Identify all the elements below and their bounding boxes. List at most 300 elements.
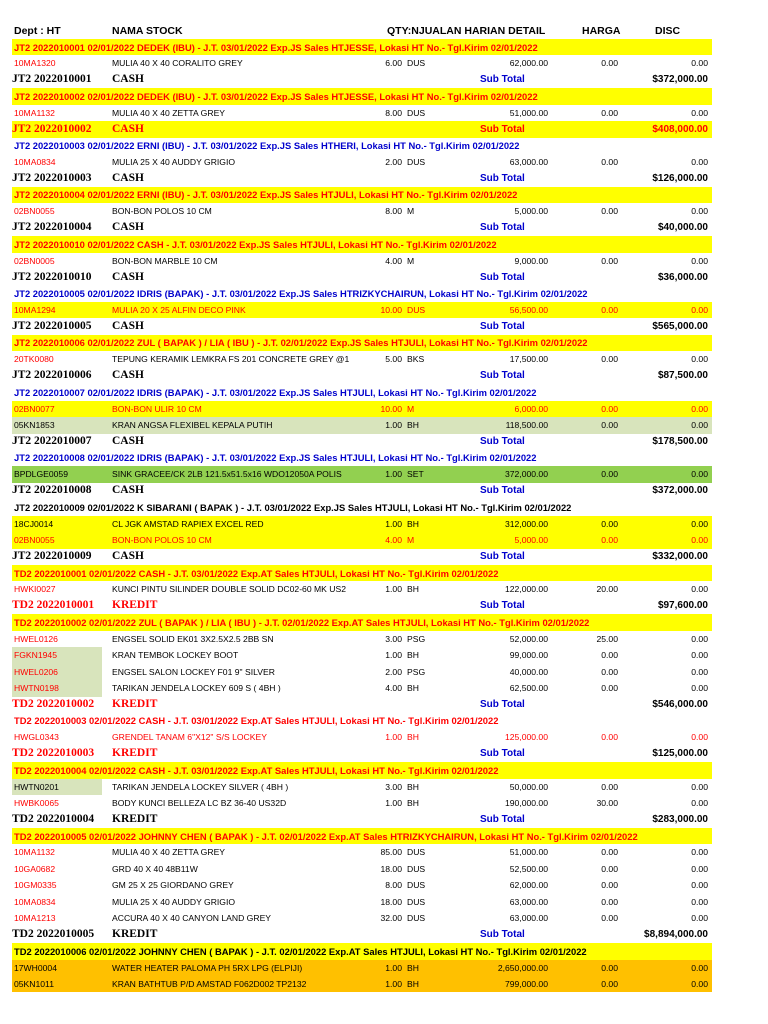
subtotal-amount: $178,500.00 (652, 436, 708, 447)
item-qty: 1.00 (385, 962, 402, 973)
item-total: 0.00 (691, 420, 708, 431)
group-header-text: JT2 2022010004 02/01/2022 ERNI (IBU) - J.T. 03/01/2022 Exp.JS Sales HTJULI, Lokasi HT No.- Tgl.Kirim 02/01/2022 (14, 189, 518, 201)
item-code: HWTN0201 (14, 781, 59, 792)
item-name: KRAN ANGSA FLEXIBEL KEPALA PUTIH (112, 420, 273, 431)
item-disc: 0.00 (601, 962, 618, 973)
item-qty: 18.00 (380, 863, 402, 874)
subtotal-row (12, 269, 712, 285)
item-disc: 0.00 (601, 206, 618, 217)
item-unit: DUS (407, 58, 426, 69)
item-price: 312,000.00 (504, 518, 548, 529)
table-row (12, 877, 712, 893)
item-name: BON-BON ULIR 10 CM (112, 403, 202, 414)
subtotal-invoice-no: JT2 2022010008 (12, 484, 92, 497)
item-name: MULIA 40 X 40 ZETTA GREY (112, 107, 226, 118)
item-price: 52,000.00 (509, 633, 548, 644)
item-qty: 85.00 (380, 847, 402, 858)
item-unit: BH (407, 518, 419, 529)
payment-type: CASH (112, 172, 144, 184)
subtotal-invoice-no: TD2 2022010003 (12, 747, 95, 760)
item-unit: DUS (407, 107, 426, 118)
subtotal-label: Sub Total (480, 436, 525, 447)
table-row (12, 203, 712, 219)
item-disc: 0.00 (601, 650, 618, 661)
item-qty: 4.00 (385, 255, 402, 266)
subtotal-row (12, 121, 712, 137)
subtotal-row (12, 483, 712, 499)
item-code: 20TK0080 (14, 354, 54, 365)
item-price: 56,500.00 (509, 305, 548, 315)
item-code: 10MA1132 (14, 107, 55, 118)
subtotal-row (12, 812, 712, 828)
header-nama-stock: NAMA STOCK (112, 25, 183, 37)
item-qty: 5.00 (385, 354, 402, 365)
item-unit: DUS (407, 880, 426, 891)
item-name: ENGSEL SALON LOCKEY F01 9" SILVER (112, 666, 275, 677)
item-unit: SET (407, 469, 424, 480)
subtotal-row (12, 697, 712, 713)
table-row (12, 154, 712, 170)
item-disc: 0.00 (601, 863, 618, 874)
payment-type: KREDIT (112, 928, 158, 941)
table-row (12, 647, 712, 663)
subtotal-amount: $40,000.00 (657, 222, 708, 234)
item-qty: 2.00 (385, 157, 402, 168)
item-price: 122,000.00 (504, 584, 548, 595)
invoice-group-header (12, 943, 712, 959)
subtotal-amount: $8,894,000.00 (644, 929, 708, 941)
table-row (12, 779, 712, 795)
subtotal-invoice-no: JT2 2022010004 (12, 221, 92, 234)
table-row (12, 844, 712, 860)
item-total: 0.00 (691, 107, 708, 118)
item-qty: 18.00 (380, 896, 402, 907)
subtotal-invoice-no: JT2 2022010006 (12, 369, 92, 382)
table-row (12, 302, 712, 318)
table-row (12, 516, 712, 532)
item-unit: PSG (407, 666, 426, 677)
subtotal-label: Sub Total (480, 814, 525, 826)
group-header-text: TD2 2022010002 02/01/2022 ZUL ( BAPAK ) / LIA ( IBU ) - J.T. 02/01/2022 Exp.AT Sales HTJULI, Lokasi HT No.- Tgl.Kirim 02/01/2022 (14, 616, 590, 628)
subtotal-invoice-no: JT2 2022010007 (12, 435, 92, 447)
item-unit: DUS (407, 847, 426, 858)
item-name: MULIA 25 X 40 AUDDY GRIGIO (112, 157, 236, 168)
item-qty: 8.00 (385, 206, 402, 217)
subtotal-row (12, 318, 712, 334)
item-qty: 1.00 (385, 420, 402, 431)
item-disc: 0.00 (601, 847, 618, 858)
subtotal-label: Sub Total (480, 320, 525, 332)
item-name: MULIA 40 X 40 CORALITO GREY (112, 58, 243, 69)
item-price: 118,500.00 (505, 420, 548, 431)
item-name: BODY KUNCI BELLEZA LC BZ 36-40 US32D (112, 798, 287, 809)
item-disc: 0.00 (601, 535, 618, 546)
table-row (12, 910, 712, 926)
item-total: 0.00 (691, 354, 708, 365)
item-unit: BH (407, 683, 419, 694)
item-name: GM 25 X 25 GIORDANO GREY (112, 880, 234, 891)
item-name: BON-BON POLOS 10 CM (112, 535, 212, 546)
item-disc: 0.00 (601, 354, 618, 365)
table-row (12, 417, 712, 433)
subtotal-row (12, 368, 712, 384)
item-price: 63,000.00 (509, 157, 548, 168)
item-disc: 0.00 (601, 469, 618, 480)
item-name: MULIA 40 X 40 ZETTA GREY (112, 847, 226, 858)
item-unit: M (407, 403, 415, 414)
item-total: 0.00 (691, 255, 708, 266)
table-row (12, 401, 712, 417)
item-code: 02BN0055 (14, 535, 55, 546)
item-disc: 0.00 (601, 781, 618, 792)
item-name: TARIKAN JENDELA LOCKEY SILVER ( 4BH ) (112, 781, 289, 792)
invoice-group-header (12, 499, 712, 515)
item-price: 51,000.00 (509, 107, 548, 118)
subtotal-row (12, 549, 712, 565)
item-total: 0.00 (691, 798, 708, 809)
payment-type: CASH (112, 270, 144, 283)
item-price: 2,650,000.00 (497, 962, 548, 973)
item-total: 0.00 (691, 58, 708, 69)
item-name: WATER HEATER PALOMA PH 5RX LPG (ELPIJI) (112, 962, 303, 973)
group-header-text: JT2 2022010009 02/01/2022 K SIBARANI ( BAPAK ) - J.T. 03/01/2022 Exp.JS Sales HTJULI, Lokasi HT No.- Tgl.Kirim 02/01/2022 (14, 501, 572, 513)
subtotal-label: Sub Total (480, 271, 525, 283)
item-disc: 0.00 (601, 305, 618, 315)
subtotal-amount: $125,000.00 (652, 748, 708, 760)
item-price: 799,000.00 (504, 978, 548, 989)
subtotal-label: Sub Total (480, 173, 525, 184)
item-name: MULIA 20 X 25 ALFIN DECO PINK (112, 305, 246, 315)
item-unit: BH (407, 732, 419, 743)
item-code: 05KN1853 (14, 420, 55, 431)
item-qty: 1.00 (385, 469, 402, 480)
header-harga: HARGA (582, 25, 621, 37)
subtotal-label: Sub Total (480, 748, 525, 760)
invoice-group-header (12, 187, 712, 203)
payment-type: CASH (112, 435, 144, 447)
invoice-group-header (12, 762, 712, 778)
group-header-text: TD2 2022010005 02/01/2022 JOHNNY CHEN ( BAPAK ) - J.T. 02/01/2022 Exp.AT Sales HTRIZKYCHAIRUN, Lokasi HT No.- Tgl.Kirim 02/01/2022 (14, 830, 638, 842)
payment-type: KREDIT (112, 698, 158, 710)
invoice-group-header (12, 39, 712, 55)
item-price: 51,000.00 (509, 847, 548, 858)
item-code: 05KN1011 (14, 978, 54, 989)
item-code: HWGL0343 (14, 732, 59, 743)
item-price: 63,000.00 (509, 913, 548, 924)
subtotal-amount: $283,000.00 (652, 814, 708, 826)
item-price: 5,000.00 (514, 535, 548, 546)
invoice-group-header (12, 138, 712, 154)
item-total: 0.00 (691, 863, 708, 874)
item-code: BPDLGE0059 (14, 469, 68, 480)
item-total: 0.00 (691, 962, 708, 973)
item-code: 17WH0004 (14, 962, 57, 973)
subtotal-row (12, 927, 712, 943)
item-price: 52,500.00 (509, 863, 548, 874)
item-unit: BH (407, 650, 419, 661)
subtotal-row (12, 434, 712, 450)
item-name: KRAN TEMBOK LOCKEY BOOT (112, 650, 239, 661)
subtotal-amount: $126,000.00 (652, 173, 708, 184)
item-qty: 1.00 (385, 798, 402, 809)
item-name: TEPUNG KERAMIK LEMKRA FS 201 CONCRETE GREY @1 (112, 354, 350, 365)
subtotal-row (12, 171, 712, 187)
item-code: 10GA0682 (14, 863, 56, 874)
subtotal-amount: $546,000.00 (652, 699, 708, 710)
payment-type: CASH (112, 369, 144, 382)
subtotal-label: Sub Total (480, 551, 525, 563)
item-disc: 0.00 (601, 403, 618, 414)
subtotal-invoice-no: TD2 2022010005 (12, 928, 95, 941)
table-row (12, 729, 712, 745)
item-total: 0.00 (691, 305, 708, 315)
item-name: CL JGK AMSTAD RAPIEX EXCEL RED (112, 518, 264, 529)
item-disc: 0.00 (601, 58, 618, 69)
subtotal-row (12, 598, 712, 614)
item-total: 0.00 (691, 206, 708, 217)
item-total: 0.00 (691, 584, 708, 595)
subtotal-label: Sub Total (480, 123, 525, 135)
invoice-group-header (12, 286, 712, 302)
item-disc: 0.00 (601, 255, 618, 266)
column-header (0, 20, 768, 40)
invoice-group-header (12, 828, 712, 844)
table-row (12, 680, 712, 696)
group-header-text: JT2 2022010003 02/01/2022 ERNI (IBU) - J.T. 03/01/2022 Exp.JS Sales HTHERI, Lokasi HT No.- Tgl.Kirim 02/01/2022 (14, 140, 520, 152)
item-code: HWTN0198 (14, 683, 59, 694)
group-header-text: JT2 2022010007 02/01/2022 IDRIS (BAPAK) - J.T. 03/01/2022 Exp.JS Sales HTJULI, Lokasi HT No.- Tgl.Kirim 02/01/2022 (14, 386, 537, 398)
group-header-text: JT2 2022010002 02/01/2022 DEDEK (IBU) - J.T. 03/01/2022 Exp.JS Sales HTJESSE, Lokasi HT No.- Tgl.Kirim 02/01/2022 (14, 90, 538, 102)
item-disc: 20.00 (596, 584, 618, 595)
group-header-text: JT2 2022010008 02/01/2022 IDRIS (BAPAK) - J.T. 03/01/2022 Exp.JS Sales HTJULI, Lokasi HT No.- Tgl.Kirim 02/01/2022 (14, 452, 537, 464)
subtotal-invoice-no: JT2 2022010003 (12, 172, 92, 184)
subtotal-row (12, 746, 712, 762)
subtotal-row (12, 220, 712, 236)
item-code: 10MA1320 (14, 58, 56, 69)
item-qty: 8.00 (385, 107, 402, 118)
subtotal-invoice-no: TD2 2022010002 (12, 698, 95, 710)
payment-type: CASH (112, 550, 144, 563)
subtotal-amount: $565,000.00 (652, 320, 708, 332)
payment-type: KREDIT (112, 599, 158, 612)
subtotal-invoice-no: TD2 2022010001 (12, 599, 95, 612)
table-row (12, 351, 712, 367)
table-row (12, 532, 712, 548)
item-price: 5,000.00 (514, 206, 548, 217)
table-row (12, 795, 712, 811)
item-unit: DUS (407, 863, 426, 874)
payment-type: CASH (112, 73, 144, 86)
subtotal-label: Sub Total (480, 370, 525, 382)
item-price: 40,000.00 (509, 666, 548, 677)
item-qty: 8.00 (385, 880, 402, 891)
item-price: 99,000.00 (509, 650, 548, 661)
item-total: 0.00 (691, 781, 708, 792)
item-total: 0.00 (691, 880, 708, 891)
table-row (12, 664, 712, 680)
table-row (12, 960, 712, 976)
item-code: 10MA1132 (14, 847, 55, 858)
invoice-group-header (12, 384, 712, 400)
item-total: 0.00 (691, 650, 708, 661)
item-total: 0.00 (691, 896, 708, 907)
item-unit: BH (407, 978, 419, 989)
subtotal-label: Sub Total (480, 222, 525, 234)
invoice-group-header (12, 236, 712, 252)
payment-type: CASH (112, 122, 144, 135)
invoice-group-header (12, 565, 712, 581)
item-price: 6,000.00 (514, 403, 548, 414)
group-header-text: TD2 2022010004 02/01/2022 CASH - J.T. 03/01/2022 Exp.AT Sales HTJULI, Lokasi HT No.- Tgl.Kirim 02/01/2022 (14, 764, 499, 776)
item-code: 10MA1213 (14, 913, 56, 924)
subtotal-amount: $97,600.00 (657, 600, 708, 612)
payment-type: CASH (112, 319, 144, 332)
subtotal-label: Sub Total (480, 74, 525, 86)
item-price: 62,000.00 (509, 58, 548, 69)
payment-type: CASH (112, 221, 144, 234)
item-code: 02BN0055 (14, 206, 55, 217)
item-price: 190,000.00 (504, 798, 548, 809)
item-total: 0.00 (691, 633, 708, 644)
item-code: 10MA0834 (14, 157, 56, 168)
item-name: SINK GRACEE/CK 2LB 121.5x51.5x16 WDO12050A POLIS (112, 469, 342, 480)
subtotal-invoice-no: JT2 2022010009 (12, 550, 92, 563)
item-price: 63,000.00 (509, 896, 548, 907)
sales-detail-rows (12, 39, 712, 992)
subtotal-invoice-no: JT2 2022010001 (12, 73, 92, 86)
invoice-group-header (12, 614, 712, 630)
item-code: 18CJ0014 (14, 518, 54, 529)
item-name: GRENDEL TANAM 6"X12" S/S LOCKEY (112, 732, 267, 743)
subtotal-label: Sub Total (480, 600, 525, 612)
item-unit: M (407, 206, 415, 217)
table-row (12, 466, 712, 482)
subtotal-amount: $372,000.00 (652, 74, 708, 86)
item-unit: M (407, 535, 415, 546)
item-disc: 0.00 (601, 420, 618, 431)
item-disc: 0.00 (601, 157, 618, 168)
item-qty: 3.00 (385, 781, 402, 792)
item-qty: 4.00 (385, 683, 402, 694)
item-name: GRD 40 X 40 48B11W (112, 863, 198, 874)
item-disc: 0.00 (601, 896, 618, 907)
subtotal-invoice-no: JT2 2022010010 (12, 270, 92, 283)
item-qty: 6.00 (385, 58, 402, 69)
subtotal-amount: $372,000.00 (652, 485, 708, 497)
item-price: 9,000.00 (514, 255, 548, 266)
table-row (12, 105, 712, 121)
item-name: ENGSEL SOLID EK01 3X2.5X2.5 2BB SN (112, 633, 274, 644)
item-disc: 25.00 (596, 633, 618, 644)
subtotal-label: Sub Total (480, 929, 525, 941)
table-row (12, 894, 712, 910)
payment-type: CASH (112, 484, 144, 497)
item-code: 02BN0077 (14, 403, 55, 414)
item-unit: DUS (407, 305, 426, 315)
item-qty: 1.00 (385, 978, 402, 989)
table-row (12, 861, 712, 877)
header-disc: DISC (655, 25, 681, 37)
item-price: 372,000.00 (504, 469, 548, 480)
group-header-text: JT2 2022010005 02/01/2022 IDRIS (BAPAK) - J.T. 03/01/2022 Exp.JS Sales HTRIZKYCHAIRUN, Lokasi HT No.- Tgl.Kirim 02/01/2022 (14, 288, 588, 300)
item-code: HWBK0065 (14, 798, 59, 809)
item-unit: BH (407, 781, 419, 792)
item-total: 0.00 (691, 683, 708, 694)
item-unit: M (407, 255, 415, 266)
item-qty: 1.00 (385, 518, 402, 529)
item-qty: 1.00 (385, 584, 402, 595)
item-total: 0.00 (691, 469, 708, 480)
item-name: KRAN BATHTUB P/D AMSTAD F062D002 TP2132 (112, 978, 307, 989)
item-disc: 0.00 (601, 666, 618, 677)
subtotal-row (12, 72, 712, 88)
item-qty: 1.00 (385, 732, 402, 743)
item-qty: 2.00 (385, 666, 402, 677)
item-total: 0.00 (691, 157, 708, 168)
group-header-text: JT2 2022010001 02/01/2022 DEDEK (IBU) - J.T. 03/01/2022 Exp.JS Sales HTJESSE, Lokasi HT No.- Tgl.Kirim 02/01/2022 (14, 41, 538, 53)
item-code: HWKI0027 (14, 584, 56, 595)
subtotal-amount: $36,000.00 (657, 271, 708, 283)
item-unit: BKS (407, 354, 425, 365)
item-disc: 0.00 (601, 107, 618, 118)
subtotal-amount: $332,000.00 (652, 551, 708, 563)
item-unit: BH (407, 584, 419, 595)
item-total: 0.00 (691, 847, 708, 858)
item-disc: 0.00 (601, 913, 618, 924)
item-price: 62,000.00 (509, 880, 548, 891)
item-unit: DUS (407, 913, 426, 924)
item-disc: 30.00 (596, 798, 618, 809)
item-name: BON-BON POLOS 10 CM (112, 206, 212, 217)
item-code: 10MA1294 (14, 305, 56, 315)
group-header-text: TD2 2022010001 02/01/2022 CASH - J.T. 03/01/2022 Exp.AT Sales HTJULI, Lokasi HT No.- Tgl.Kirim 02/01/2022 (14, 567, 499, 579)
invoice-group-header (12, 450, 712, 466)
item-name: ACCURA 40 X 40 CANYON LAND GREY (112, 913, 272, 924)
item-price: 50,000.00 (509, 781, 548, 792)
invoice-group-header (12, 335, 712, 351)
item-disc: 0.00 (601, 880, 618, 891)
item-total: 0.00 (691, 913, 708, 924)
subtotal-label: Sub Total (480, 699, 525, 710)
item-name: BON-BON MARBLE 10 CM (112, 255, 218, 266)
group-header-text: JT2 2022010006 02/01/2022 ZUL ( BAPAK ) / LIA ( IBU ) - J.T. 02/01/2022 Exp.JS Sales HTJULI, Lokasi HT No.- Tgl.Kirim 02/01/2022 (14, 337, 588, 349)
table-row (12, 55, 712, 71)
item-qty: 10.00 (380, 403, 402, 414)
item-name: TARIKAN JENDELA LOCKEY 609 S ( 4BH ) (112, 683, 281, 694)
group-header-text: TD2 2022010006 02/01/2022 JOHNNY CHEN ( BAPAK ) - J.T. 02/01/2022 Exp.AT Sales HTJULI, Lokasi HT No.- Tgl.Kirim 02/01/2022 (14, 945, 587, 957)
item-total: 0.00 (691, 978, 708, 989)
header-dept: Dept : HT (14, 25, 61, 37)
payment-type: KREDIT (112, 813, 158, 826)
table-row (12, 631, 712, 647)
item-unit: DUS (407, 157, 426, 168)
payment-type: KREDIT (112, 747, 158, 760)
subtotal-label: Sub Total (480, 485, 525, 497)
item-disc: 0.00 (601, 732, 618, 743)
item-price: 125,000.00 (504, 732, 548, 743)
item-unit: BH (407, 420, 419, 431)
subtotal-invoice-no: JT2 2022010005 (12, 319, 92, 332)
item-unit: DUS (407, 896, 426, 907)
item-qty: 4.00 (385, 535, 402, 546)
item-unit: BH (407, 798, 419, 809)
table-row (12, 976, 712, 992)
item-qty: 3.00 (385, 633, 402, 644)
invoice-group-header (12, 713, 712, 729)
item-name: MULIA 25 X 40 AUDDY GRIGIO (112, 896, 236, 907)
item-total: 0.00 (691, 666, 708, 677)
item-name: KUNCI PINTU SILINDER DOUBLE SOLID DC02-60 MK US2 (112, 584, 346, 595)
